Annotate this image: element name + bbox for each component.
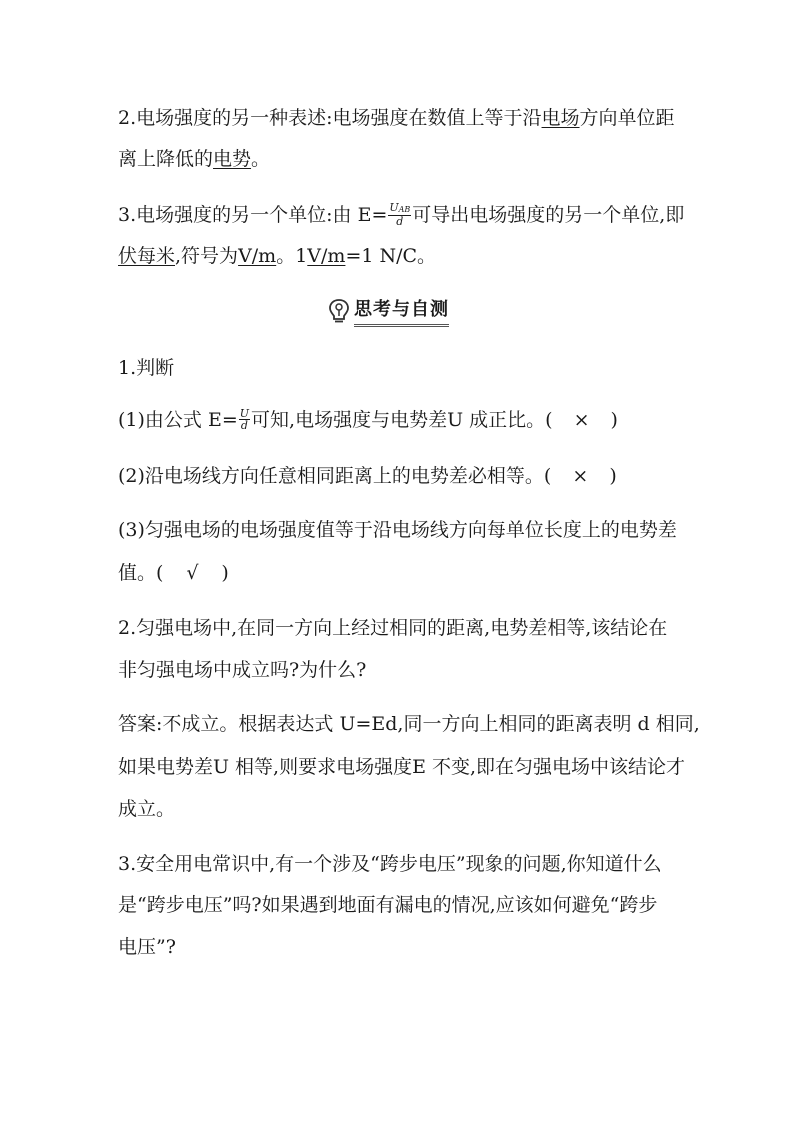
q1-statement-1 bbox=[118, 408, 618, 433]
answer-blank: V/m bbox=[238, 245, 277, 267]
cross-mark: × bbox=[572, 465, 589, 487]
q1-title: 1.判断 bbox=[118, 357, 175, 379]
fraction-denominator: d bbox=[396, 214, 404, 228]
text: 方向单位距 bbox=[579, 107, 675, 129]
text: 。1 bbox=[276, 245, 308, 267]
q2-answer-line3: 成立。 bbox=[118, 798, 176, 820]
answer-blank: 电场 bbox=[541, 107, 580, 129]
q1-statement-3-line2 bbox=[118, 561, 229, 585]
check-mark: √ bbox=[186, 562, 199, 584]
q1-statement-3-line1: (3)匀强电场的电场强度值等于沿电场线方向每单位长度上的电势差 bbox=[118, 519, 677, 541]
answer-blank: V/m bbox=[307, 245, 346, 267]
q3-line1: 3.安全用电常识中,有一个涉及“跨步电压”现象的问题,你知道什么 bbox=[118, 853, 662, 875]
fraction-numerator bbox=[388, 202, 411, 216]
p3-line2 bbox=[118, 244, 436, 268]
text: (2)沿电场线方向任意相同距离上的电势差必相等。( bbox=[118, 465, 552, 487]
fraction-u-over-d bbox=[239, 408, 250, 431]
section-title: 思考与自测 bbox=[354, 295, 449, 327]
q2-line1: 2.匀强电场中,在同一方向上经过相同的距离,电势差相等,该结论在 bbox=[118, 617, 668, 639]
q2-answer-line1: 答案:不成立。根据表达式 U=Ed,同一方向上相同的距离表明 d 相同, bbox=[118, 713, 700, 735]
answer-blank: 电势 bbox=[213, 148, 252, 170]
text: 3.电场强度的另一个单位:由 E= bbox=[118, 204, 388, 226]
p3-line1 bbox=[118, 200, 685, 229]
answer-blank: 伏每米 bbox=[118, 245, 176, 267]
text: 。 bbox=[251, 148, 271, 170]
text: =1 N/C。 bbox=[345, 245, 437, 267]
text: ) bbox=[609, 465, 617, 487]
text: 可知,电场强度与电势差U 成正比。( bbox=[251, 409, 553, 431]
numerator-letter: U bbox=[389, 200, 399, 214]
q1-statement-2 bbox=[118, 464, 617, 488]
fraction-uab-over-d bbox=[388, 202, 411, 227]
text: (1)由公式 E= bbox=[118, 409, 238, 431]
cross-mark: × bbox=[573, 409, 590, 431]
q3-line3: 电压”? bbox=[118, 936, 176, 958]
lightbulb-icon bbox=[328, 298, 350, 324]
fraction-numerator: U bbox=[239, 406, 250, 420]
text: 2.电场强度的另一种表述:电场强度在数值上等于沿 bbox=[118, 107, 542, 129]
q2-answer-line2: 如果电势差U 相等,则要求电场强度E 不变,即在匀强电场中该结论才 bbox=[118, 756, 686, 778]
q3-line2: 是“跨步电压”吗?如果遇到地面有漏电的情况,应该如何避免“跨步 bbox=[118, 894, 658, 916]
fraction-denominator: d bbox=[240, 418, 248, 432]
text: 离上降低的 bbox=[118, 148, 214, 170]
text: ) bbox=[221, 562, 229, 584]
text: 值。( bbox=[118, 562, 164, 584]
text: ,符号为 bbox=[175, 245, 239, 267]
p2-line1 bbox=[118, 106, 675, 130]
text: ) bbox=[610, 409, 618, 431]
section-header bbox=[328, 296, 449, 326]
q2-line2: 非匀强电场中成立吗?为什么? bbox=[118, 659, 367, 681]
text: 可导出电场强度的另一个单位,即 bbox=[412, 204, 685, 226]
numerator-subscript: AB bbox=[398, 204, 411, 214]
p2-line2 bbox=[118, 147, 270, 171]
